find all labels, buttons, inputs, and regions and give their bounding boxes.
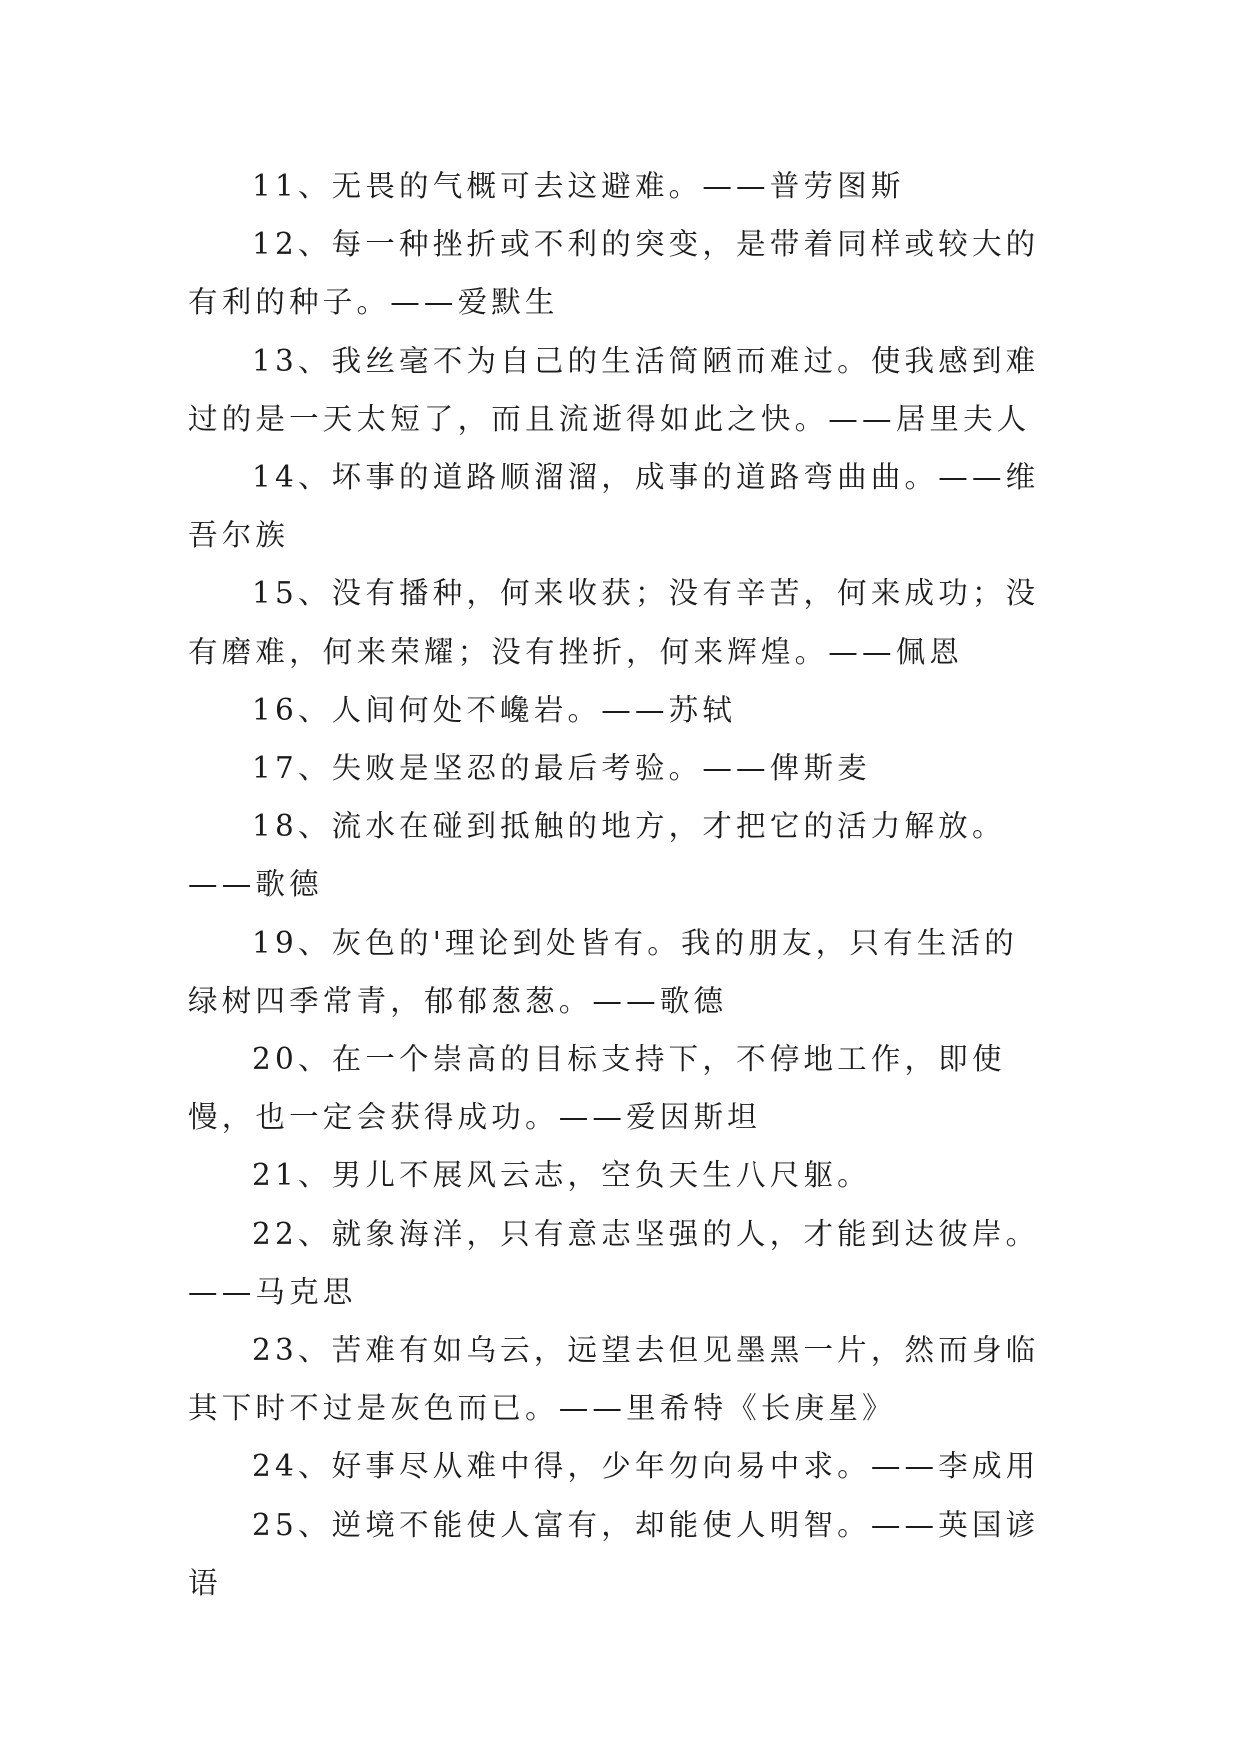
quote-item: 14、坏事的道路顺溜溜，成事的道路弯曲曲。——维吾尔族	[188, 460, 1040, 553]
quote-item: 11、无畏的气概可去这避难。——普劳图斯	[252, 169, 905, 203]
quote-list	[188, 157, 1050, 1612]
quote-item: 24、好事尽从难中得，少年勿向易中求。——李成用	[252, 1449, 1040, 1484]
quote-item: 19、灰色的'理论到处皆有。我的朋友，只有生活的绿树四季常青，郁郁葱葱。——歌德	[188, 925, 1018, 1018]
quote-item: 13、我丝毫不为自己的生活简陋而难过。使我感到难过的是一天太短了，而且流逝得如此之快。——居里夫人	[188, 343, 1040, 436]
quote-item: 12、每一种挫折或不利的突变，是带着同样或较大的有利的种子。——爱默生	[188, 227, 1040, 320]
quote-item: 16、人间何处不巉岩。——苏轼	[252, 692, 737, 727]
quote-item: 23、苦难有如乌云，远望去但见墨黑一片，然而身临其下时不过是灰色而已。——里希特《长庚星》	[188, 1333, 1040, 1426]
quote-item: 25、逆境不能使人富有，却能使人明智。——英国谚语	[188, 1507, 1040, 1600]
quote-item: 20、在一个崇高的目标支持下，不停地工作，即使慢，也一定会获得成功。——爱因斯坦	[188, 1042, 1006, 1135]
quote-item: 17、失败是坚忍的最后考验。——俾斯麦	[252, 751, 871, 786]
quote-item: 21、男儿不展风云志，空负天生八尺躯。	[252, 1158, 871, 1193]
quote-item: 22、就象海洋，只有意志坚强的人，才能到达彼岸。——马克思	[188, 1216, 1040, 1309]
quote-item: 15、没有播种，何来收获；没有辛苦，何来成功；没有磨难，何来荣耀；没有挫折，何来辉煌。——佩恩	[188, 576, 1040, 669]
quote-item: 18、流水在碰到抵触的地方，才把它的活力解放。——歌德	[188, 809, 1006, 902]
